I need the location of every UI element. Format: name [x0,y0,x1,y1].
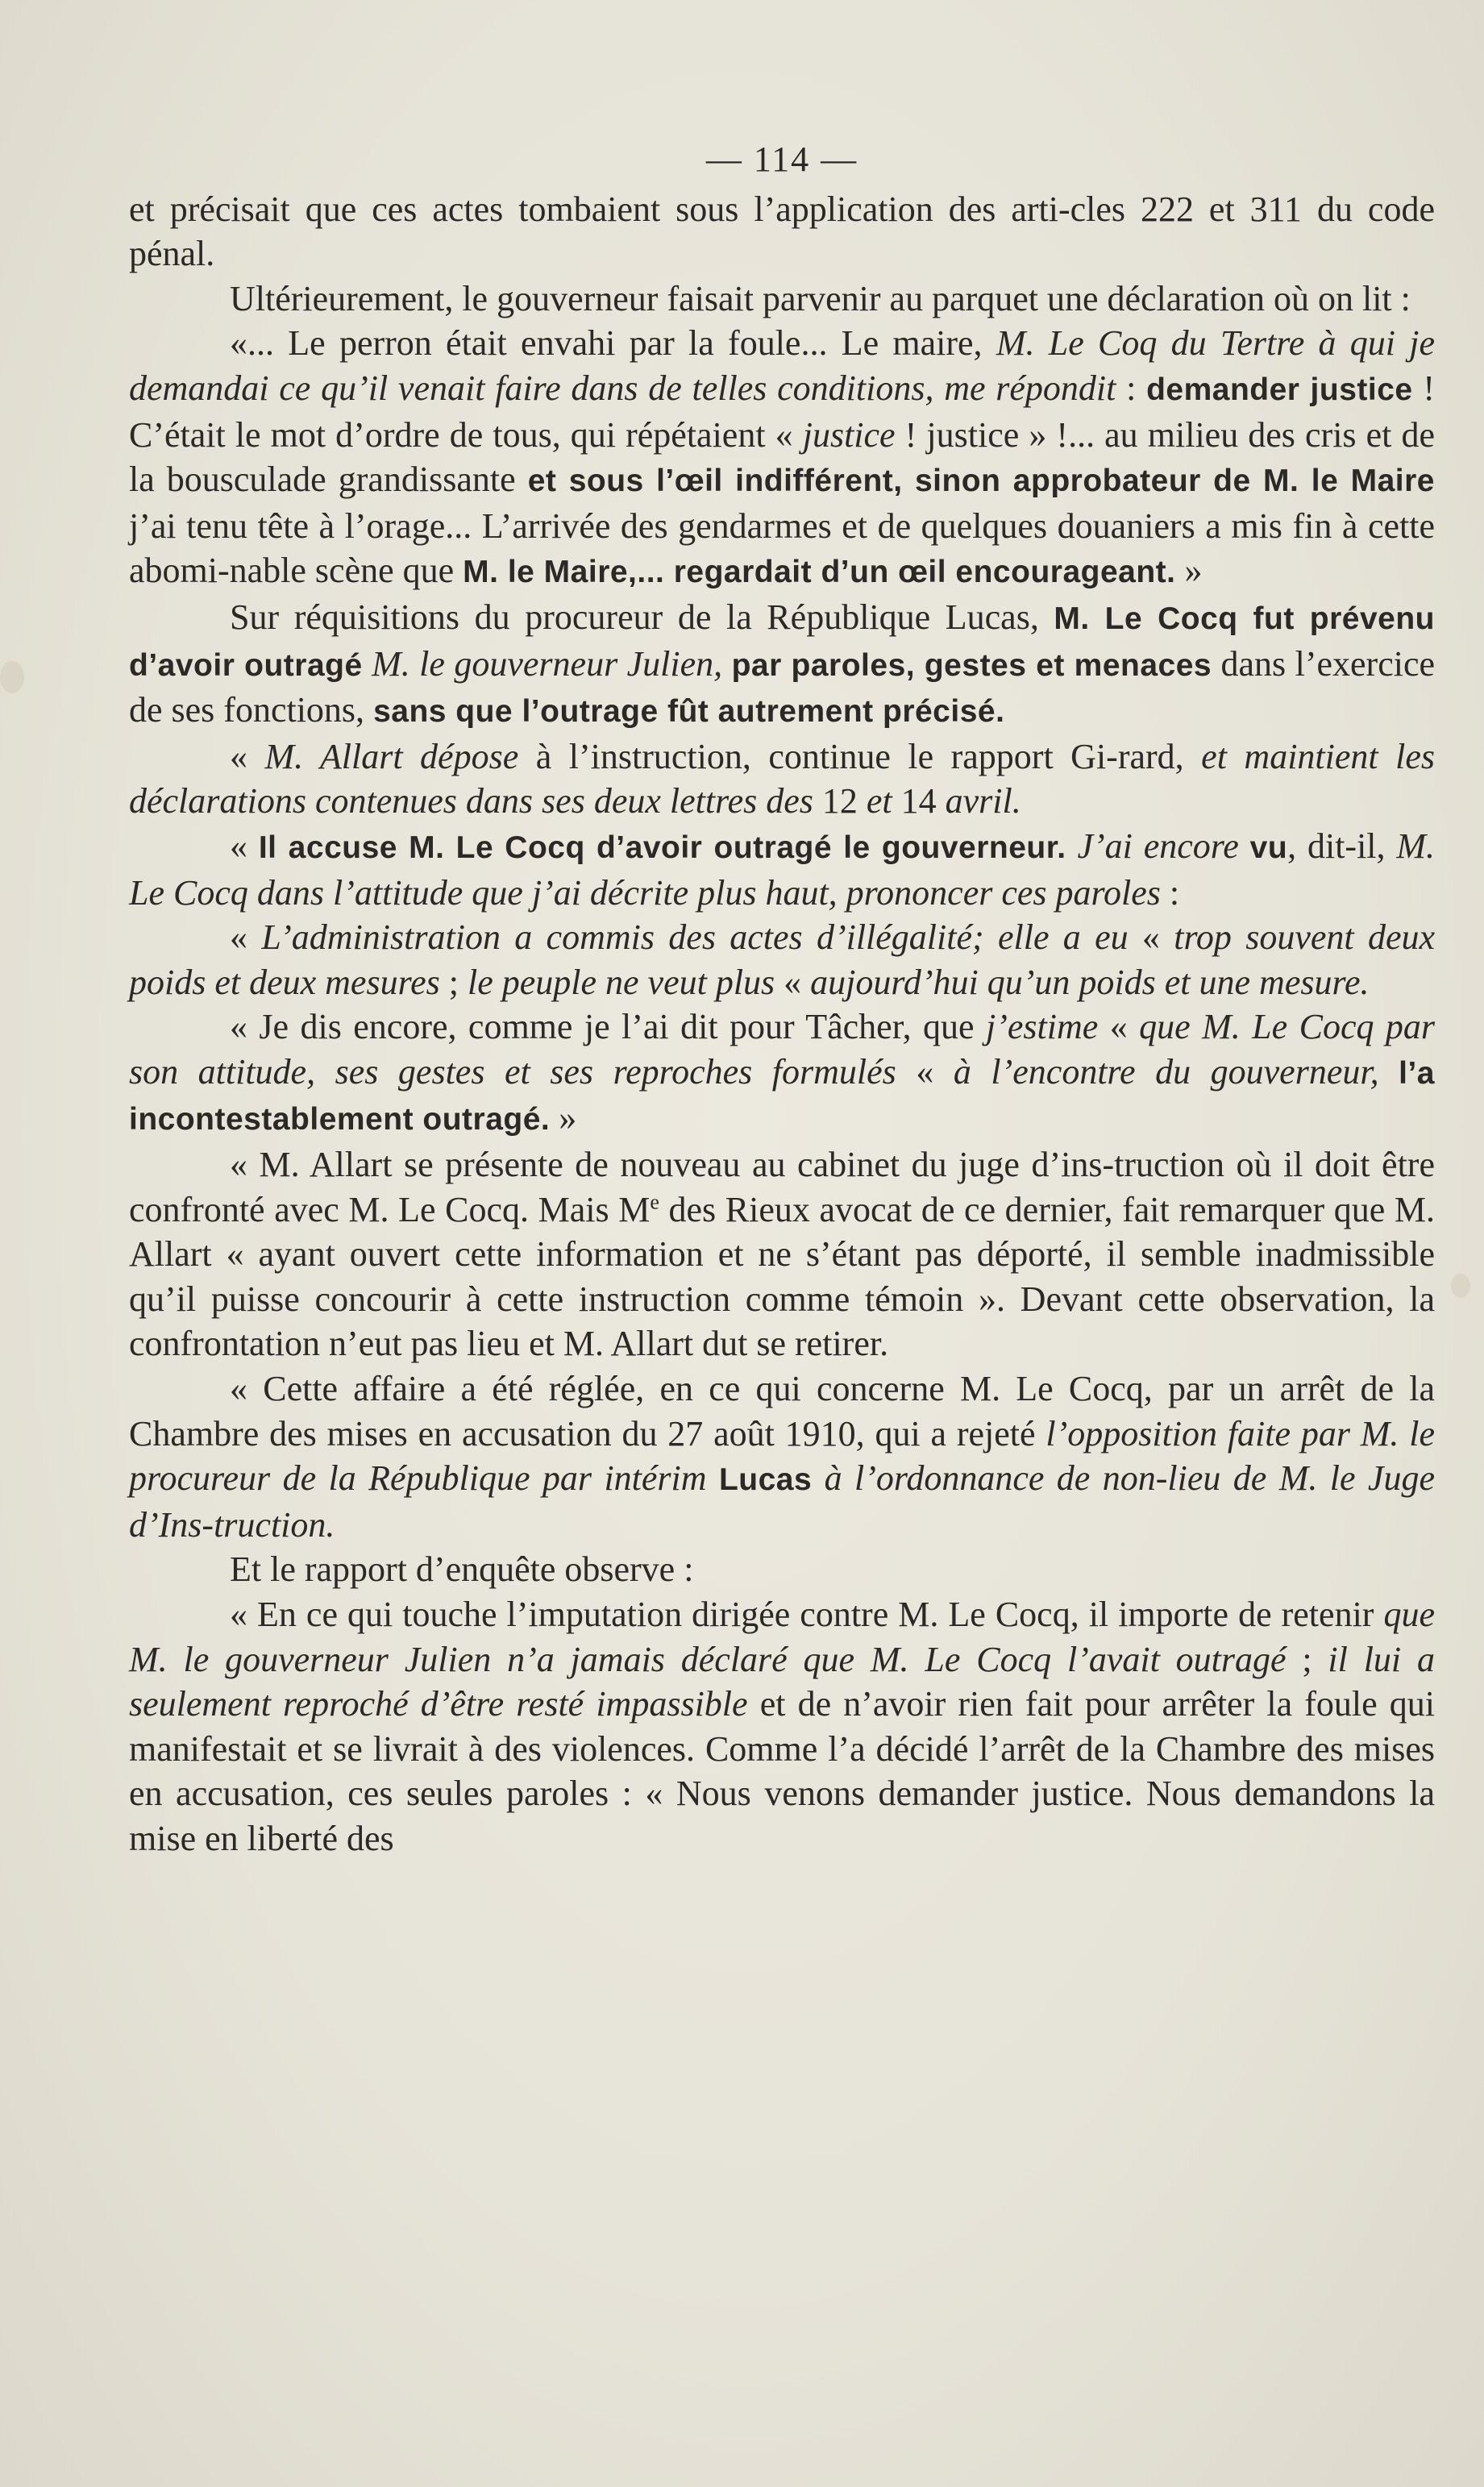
bold-run: Il accuse M. Le Cocq d’avoir outragé le gouverneur. [258,830,1066,865]
bold-run: par paroles, gestes et menaces [731,647,1212,683]
page-text [129,137,1435,1861]
text-run [1239,826,1250,866]
italic-run: le peuple ne veut plus [467,962,775,1002]
italic-run: et maintient les déclarations contenues dans ses deux lettres des [129,736,1436,821]
text-run: des Rieux avocat de ce dernier, fait remarquer que M. Allart « ayant ouvert cette information et ne s’étant pas déporté, il semble inadmissible qu’il puisse concourir à cette instruction comme témoin ». Devant cette observation, la confrontation n’eut pas lieu et M. Allart dut se retirer. [129,1189,1435,1364]
text-run: « [230,826,259,866]
bold-run: M. le Maire,... regardait d’un œil encourageant. [463,555,1176,590]
text-run: : [1160,872,1180,913]
text-run: » [1175,551,1203,591]
text-run: Et le rapport d’enquête observe : [230,1549,694,1590]
italic-run: aujourd’hui qu’un poids et une mesure. [810,962,1370,1002]
bold-run: M. Le Cocq fut prévenu d’avoir outragé [129,601,1435,683]
paragraph [129,1547,1435,1592]
superscript-run: e [650,1190,659,1213]
text-run [363,644,372,684]
paragraph [129,915,1435,1004]
italic-run: avril. [945,781,1021,821]
text-run: « [1098,1007,1140,1047]
text-run: à l’instruction, continue le rapport Gi-rard, [518,736,1202,776]
text-run: ; [439,962,468,1002]
text-run [1379,1052,1399,1092]
text-run: 14 [892,781,946,821]
paragraph [129,321,1435,595]
bold-run: demander justice [1146,372,1413,407]
italic-run: M. le gouverneur Julien, [372,643,723,684]
italic-run: M. Allart dépose [264,736,519,776]
text-run: : [1116,368,1147,408]
text-run: » [550,1098,577,1138]
paragraph [129,187,1435,277]
text-run: « [230,917,262,958]
italic-run: justice [802,414,896,455]
bold-run: et sous l’œil indifférent, sinon approbateur de M. le Maire [527,464,1435,499]
italic-run: j’estime [985,1007,1099,1047]
text-run: ! justice » !... au milieu des cris et de la bousculade grandissante [129,414,1435,500]
text-run: et de n’avoir rien fait pour arrêter la foule qui manifestait et se livrait à des violences. Comme l’a décidé l’arrêt de la Chambre des mises en accusation, ces seules paroles : « Nous venons demander justice. Nous demandons la mise en liberté des [129,1684,1435,1858]
text-run: dans l’exercice de ses fonctions, [129,643,1436,730]
paragraph [129,277,1435,322]
text-run: « [230,736,265,776]
italic-run: il lui a seulement reproché d’être resté impassible [129,1639,1435,1724]
italic-run: trop souvent deux poids et deux mesures [129,917,1436,1002]
text-run: « M. Allart se présente de nouveau au cabinet du juge d’ins-truction où il doit être confronté avec M. Le Cocq. Mais M [129,1145,1435,1229]
text-run: Ultérieurement, le gouverneur faisait parvenir au parquet une déclaration où on lit : [230,278,1411,318]
bold-run: vu [1249,830,1288,865]
paragraph [129,1366,1435,1547]
paragraph [129,1004,1435,1142]
paragraphs [129,187,1435,1861]
text-run: j’ai tenu tête à l’orage... L’arrivée des gendarmes et de quelques douaniers a mis fin à cette abomi-nable scène que [129,505,1435,591]
text-run: , dit-il, [1287,826,1397,866]
italic-run: à l’encontre du gouverneur, [953,1051,1379,1092]
text-run: et précisait que ces actes tombaient sous l’application des arti-cles 222 et 311 du code pénal. [129,189,1435,274]
italic-run: M. Le Coq du Tertre à qui je demandai ce qu’il venait faire dans de telles conditions, me répondit [129,323,1435,408]
paper-stain [1451,1274,1470,1298]
text-run: « En ce qui touche l’imputation dirigée contre M. Le Cocq, il importe de retenir [230,1595,1384,1634]
paragraph [129,734,1435,824]
text-run [812,1458,824,1498]
text-run: Sur réquisitions du procureur de la République Lucas, [230,597,1054,637]
paragraph [129,1142,1435,1366]
bold-run: sans que l’outrage fût autrement précisé. [373,694,1005,730]
text-run: « [775,962,811,1002]
paragraph [129,824,1435,915]
text-run [1066,826,1078,866]
text-run: ; [1286,1639,1328,1679]
page-number: — 114 — [705,139,858,179]
text-run: ! C’était le mot d’ordre de tous, qui répétaient « [129,368,1436,455]
italic-run: à l’ordonnance de non-lieu de M. le Juge d’Ins-truction. [129,1458,1435,1545]
text-run: « [1128,917,1174,958]
italic-run: M. Le Cocq dans l’attitude que j’ai décrite plus haut, prononcer ces paroles [129,826,1436,913]
italic-run: et [866,781,892,821]
text-run: « [896,1051,954,1092]
bold-run: l’a incontestablement outragé. [129,1055,1435,1137]
italic-run: J’ai encore [1077,826,1239,866]
paragraph [129,595,1435,734]
text-run: « Cette affaire a été réglée, en ce qui concerne M. Le Cocq, par un arrêt de la Chambre des mises en accusation du 27 août 1910, qui a rejeté [129,1369,1435,1454]
text-run [707,1458,719,1498]
text-run: «... Le perron était envahi par la foule... Le maire, [230,323,996,364]
italic-run: que M. le gouverneur Julien n’a jamais déclaré que M. Le Cocq l’avait outragé [129,1595,1435,1679]
bold-run: Lucas [718,1462,813,1498]
italic-run: L’administration a commis des actes d’illégalité; elle a eu [261,917,1129,958]
text-run: « Je dis encore, comme je l’ai dit pour Tâcher, que [230,1007,986,1047]
italic-run: l’opposition faite par M. le procureur de la République par intérim [129,1413,1436,1499]
paragraph [129,1592,1435,1861]
text-run [722,644,731,684]
text-run: 12 [813,781,867,821]
paper-stain [0,661,24,693]
italic-run: que M. Le Cocq par son attitude, ses gestes et ses reproches formulés [129,1007,1436,1092]
